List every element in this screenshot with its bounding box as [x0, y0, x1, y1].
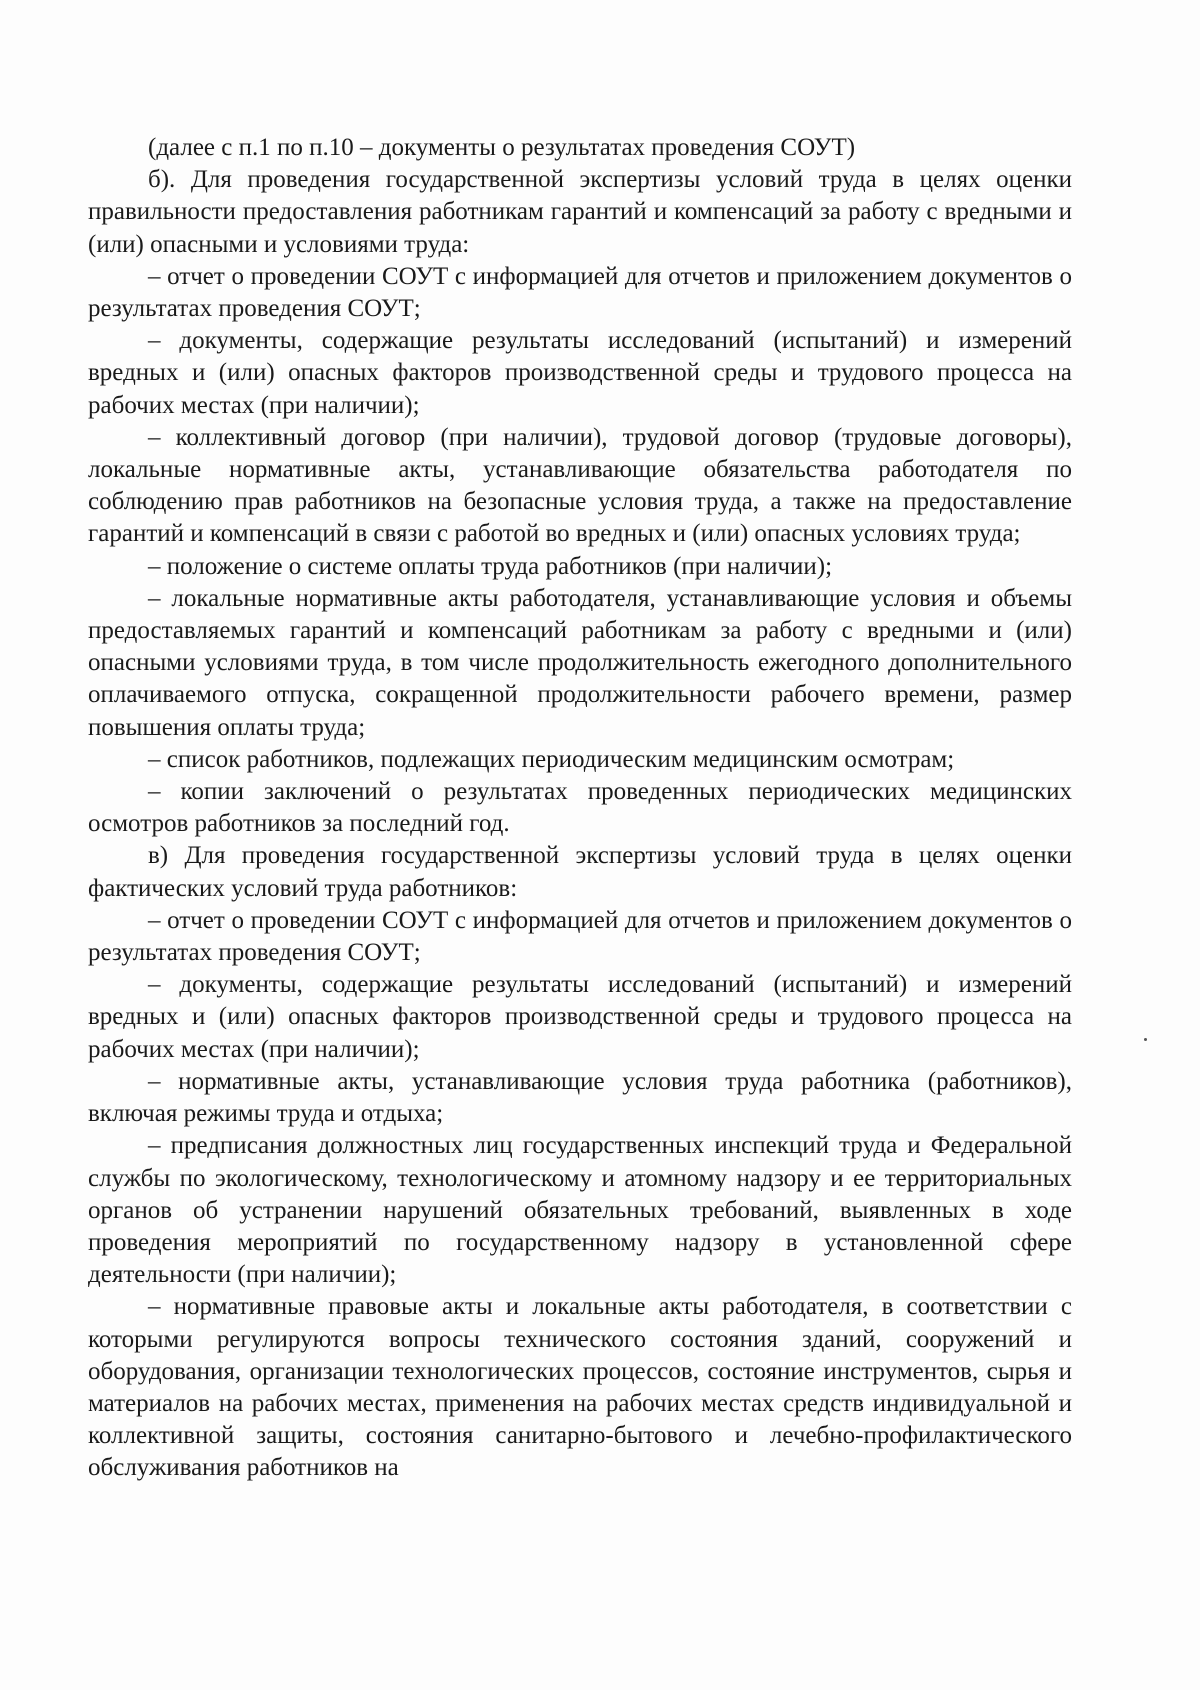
paragraph-section-b-intro: б). Для проведения государственной экспертизы условий труда в целях оценки правильности предоставления работникам гарантий и компенсаций за работу с вредными и (или) опасными и условиями труда:: [88, 166, 1072, 258]
list-item: – отчет о проведении СОУТ с информацией для отчетов и приложением документов о результатах проведения СОУТ;: [88, 906, 1072, 967]
list-item: – список работников, подлежащих периодическим медицинским осмотрам;: [148, 745, 955, 773]
list-item: – копии заключений о результатах проведенных периодических медицинских осмотров работников за последний год.: [88, 778, 1072, 838]
list-item: – документы, содержащие результаты исследований (испытаний) и измерений вредных и (или) опасных факторов производственной среды и трудового процесса на рабочих местах (при наличии);: [88, 327, 1072, 419]
list-item: – предписания должностных лиц государственных инспекций труда и Федеральной службы по экологическому, технологическому и атомному надзору и ее территориальных органов об устранении нарушений обязательных требований, выявленных в ходе проведения мероприятий по государственному надзору в установленной сфере деятельности (при наличии);: [88, 1132, 1072, 1289]
paragraph-reference-note: (далее с п.1 по п.10 – документы о результатах проведения СОУТ): [148, 134, 856, 161]
paragraph-section-c-intro: в) Для проведения государственной экспертизы условий труда в целях оценки фактических условий труда работников:: [88, 842, 1072, 902]
list-item: – положение о системе оплаты труда работников (при наличии);: [148, 552, 833, 580]
scan-speck: [1144, 1038, 1147, 1041]
list-item: – документы, содержащие результаты исследований (испытаний) и измерений вредных и (или) опасных факторов производственной среды и трудового процесса на рабочих местах (при наличии);: [88, 971, 1072, 1063]
document-body: [88, 132, 1072, 1485]
list-item: – нормативные правовые акты и локальные акты работодателя, в соответствии с которыми регулируются вопросы технического состояния зданий, сооружений и оборудования, организации технологических процессов, состояние инструментов, сырья и материалов на рабочих местах, применения на рабочих местах средств индивидуальной и коллективной защиты, состояния санитарно-бытового и лечебно-профилактического обслуживания работников на: [88, 1293, 1072, 1482]
list-item: – коллективный договор (при наличии), трудовой договор (трудовые договоры), локальные нормативные акты, устанавливающие обязательства работодателя по соблюдению прав работников на безопасные условия труда, а также на предоставление гарантий и компенсаций в связи с работой во вредных и (или) опасных условиях труда;: [88, 423, 1072, 548]
list-item: – нормативные акты, устанавливающие условия труда работника (работников), включая режимы труда и отдыха;: [88, 1067, 1072, 1128]
list-item: – отчет о проведении СОУТ с информацией для отчетов и приложением документов о результатах проведения СОУТ;: [88, 262, 1072, 323]
list-item: – локальные нормативные акты работодателя, устанавливающие условия и объемы предоставляемых гарантий и компенсаций работникам за работу с вредными и (или) опасными условиями труда, в том числе продолжительность ежегодного дополнительного оплачиваемого отпуска, сокращенной продолжительности рабочего времени, размер повышения оплаты труда;: [88, 584, 1072, 741]
